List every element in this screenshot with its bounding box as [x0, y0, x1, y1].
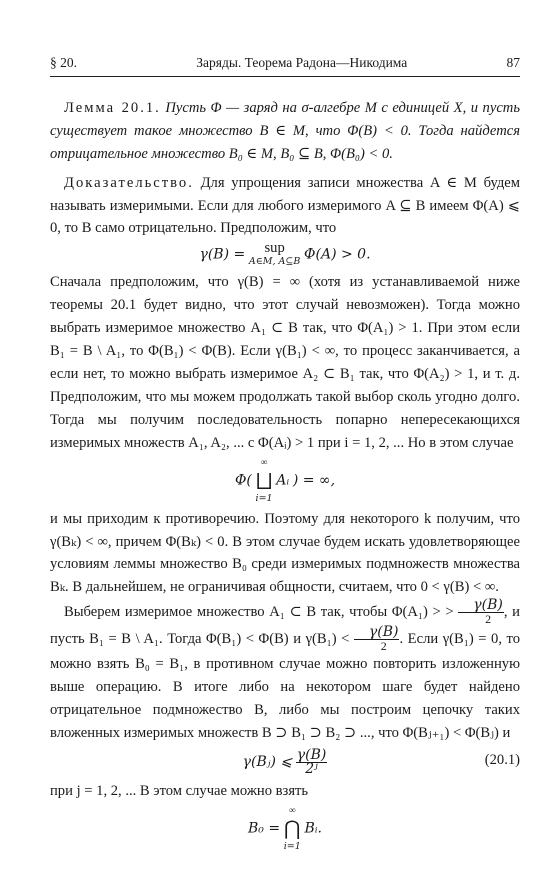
- intersection-lower-limit: i=1: [283, 840, 301, 852]
- equation-number: (20.1): [484, 751, 520, 768]
- fraction-gamma-pow: [296, 746, 328, 777]
- eq2-body: Aᵢ: [276, 471, 290, 488]
- fraction-gamma-half-1: [458, 599, 504, 626]
- eq3-denominator: 2ʲ: [305, 760, 318, 777]
- p4-end: . Если γ(B₁) = 0, то можно взять B₀ = B₁, в противном случае можно повторить изложенную выше операцию. В итоге либо на некотором шаге будет найдено отрицательное подмножество B, либо мы построим цепочку таких вложенных измеримых множеств B ⊃ B₁ ⊃ B₂ ⊃ ..., что Φ(Bⱼ₊₁) < Φ(Bⱼ) и: [50, 631, 520, 741]
- running-header: [50, 52, 520, 77]
- union-lower-limit: i=1: [255, 492, 273, 504]
- union-upper-limit: ∞: [260, 457, 268, 468]
- proof-paragraph-1: [50, 172, 520, 241]
- proof-paragraph-5: при j = 1, 2, ... В этом случае можно взять: [50, 782, 309, 799]
- proof-label: Доказательство.: [64, 174, 194, 191]
- eq3-lhs: γ(Bⱼ) ⩽: [242, 753, 293, 770]
- eq2-rhs: ) = ∞,: [292, 471, 336, 488]
- eq4-lhs: B₀ =: [247, 820, 281, 837]
- eq4-rhs: Bᵢ.: [304, 820, 322, 837]
- intersection-operator: [284, 805, 301, 853]
- fraction-gamma-half-2: [354, 626, 400, 653]
- sup-symbol: sup: [264, 240, 285, 257]
- frac2-numerator: γ(B): [354, 626, 400, 640]
- p4-start: Выберем измеримое множество A₁ ⊂ B так, чтобы Φ(A₁) > >: [64, 604, 454, 621]
- lemma-text: Пусть Φ — заряд на σ-алгебре M с единицей X, и пусть существует такое множество B ∈ M, что Φ(B) < 0. Тогда найдется отрицательное множество B₀ ∈ M, B₀ ⊆ B, Φ(B₀) < 0.: [50, 99, 520, 162]
- eq2-lhs: Φ(: [234, 471, 252, 488]
- lemma-statement: [50, 97, 520, 166]
- equation-union: [50, 457, 520, 505]
- proof-paragraph-3: и мы приходим к противоречию. Поэтому для некоторого k получим, что γ(Bₖ) < ∞, причем Φ(Bₖ) < 0. В этом случае будем искать удовлетворяющее условиям леммы множество B₀ среди измеримых подмножеств множества Bₖ. В дальнейшем, не ограничивая общности, считаем, что 0 < γ(B) < ∞.: [50, 510, 520, 596]
- equation-sup: [50, 242, 520, 268]
- section-title: Заряды. Теорема Радона—Никодима: [196, 55, 408, 70]
- intersection-upper-limit: ∞: [288, 805, 296, 816]
- eq3-numerator: γ(B): [296, 746, 327, 763]
- union-symbol: ⨆: [256, 469, 273, 492]
- proof-paragraph-4: [50, 599, 520, 745]
- book-page: [50, 52, 520, 856]
- frac2-denominator: 2: [380, 639, 387, 654]
- page-number: 87: [506, 55, 520, 70]
- equation-intersection: [50, 805, 520, 853]
- sup-subscript: A∈M, A⊆B: [248, 256, 301, 268]
- lemma-label: Лемма 20.1.: [64, 99, 161, 116]
- proof-text-1: Для упрощения записи множества A ∈ M будем называть измеримыми. Если для любого измеримого A ⊆ B имеем Φ(A) ⩽ 0, то B само отрицательно. Предположим, что: [50, 174, 520, 237]
- p4-middle: , и пусть B₁ = B \ A₁. Тогда Φ(B₁) < Φ(B) и γ(B₁) <: [50, 604, 520, 648]
- section-number: § 20.: [50, 55, 77, 70]
- intersection-symbol: ⋂: [284, 817, 301, 840]
- union-operator: [256, 457, 273, 505]
- sup-operator: [249, 242, 300, 268]
- frac1-numerator: γ(B): [458, 599, 504, 613]
- eq1-rhs: Φ(A) > 0.: [304, 246, 371, 263]
- eq1-lhs: γ(B) =: [199, 246, 246, 263]
- equation-20-1: [50, 746, 520, 777]
- frac1-denominator: 2: [485, 612, 492, 627]
- proof-paragraph-2: Сначала предположим, что γ(B) = ∞ (хотя из устанавливаемой ниже теоремы 20.1 будет видно, что этот случай невозможен). Тогда можно выбрать измеримое множество A₁ ⊂ B так, что Φ(A₁) > 1. При этом если B₁ = B \ A₁, то Φ(B₁) < Φ(B). Если γ(B₁) < ∞, то процесс заканчивается, а если нет, то можно выбрать измеримое A₂ ⊂ B₁ так, что Φ(A₂) > 1, и т. д. Предположим, что мы можем продолжать такой выбор сколь угодно долго. Тогда мы получим последовательность попарно непересекающихся измеримых множеств A₁, A₂, ... с Φ(Aᵢ) > 1 при i = 1, 2, ... Но в этом случае: [50, 274, 520, 451]
